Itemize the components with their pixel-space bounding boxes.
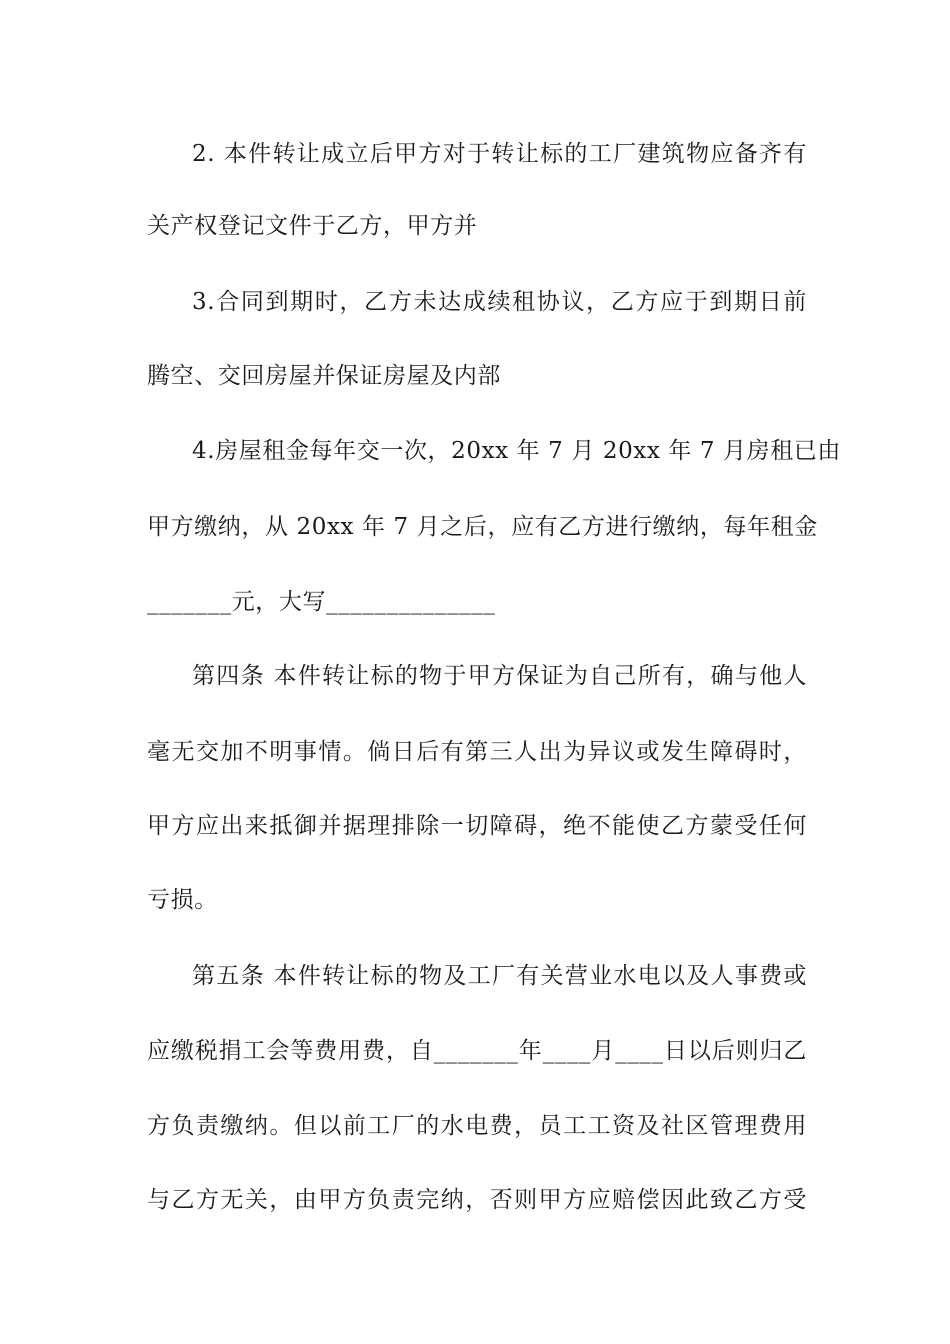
text-line: 方负责缴纳。但以前工厂的水电费，员工工资及社区管理费用 bbox=[147, 1113, 807, 1139]
text-line: 甲方缴纳，从 20xx 年 7 月之后，应有乙方进行缴纳，每年租金 bbox=[147, 514, 818, 540]
text-line: 关产权登记文件于乙方，甲方并 bbox=[147, 213, 478, 239]
text-line: _______元，大写______________ bbox=[147, 589, 496, 615]
text-line: 3.合同到期时，乙方未达成续租协议，乙方应于到期日前 bbox=[192, 289, 807, 315]
text-line: 第四条 本件转让标的物于甲方保证为自己所有，确与他人 bbox=[192, 663, 807, 689]
text-line: 亏损。 bbox=[147, 887, 218, 913]
text-line: 腾空、交回房屋并保证房屋及内部 bbox=[147, 363, 501, 389]
text-line: 4.房屋租金每年交一次，20xx 年 7 月 20xx 年 7 月房租已由 bbox=[192, 438, 842, 464]
text-line: 甲方应出来抵御并据理排除一切障碍，绝不能使乙方蒙受任何 bbox=[147, 813, 807, 839]
text-line: 2. 本件转让成立后甲方对于转让标的工厂建筑物应备齐有 bbox=[192, 141, 807, 167]
text-line: 第五条 本件转让标的物及工厂有关营业水电以及人事费或 bbox=[192, 963, 807, 989]
text-line: 毫无交加不明事情。倘日后有第三人出为异议或发生障碍时， bbox=[147, 739, 807, 765]
text-line: 与乙方无关，由甲方负责完纳，否则甲方应赔偿因此致乙方受 bbox=[147, 1187, 807, 1213]
text-line: 应缴税捐工会等费用费，自_______年____月____日以后则归乙 bbox=[147, 1038, 807, 1064]
